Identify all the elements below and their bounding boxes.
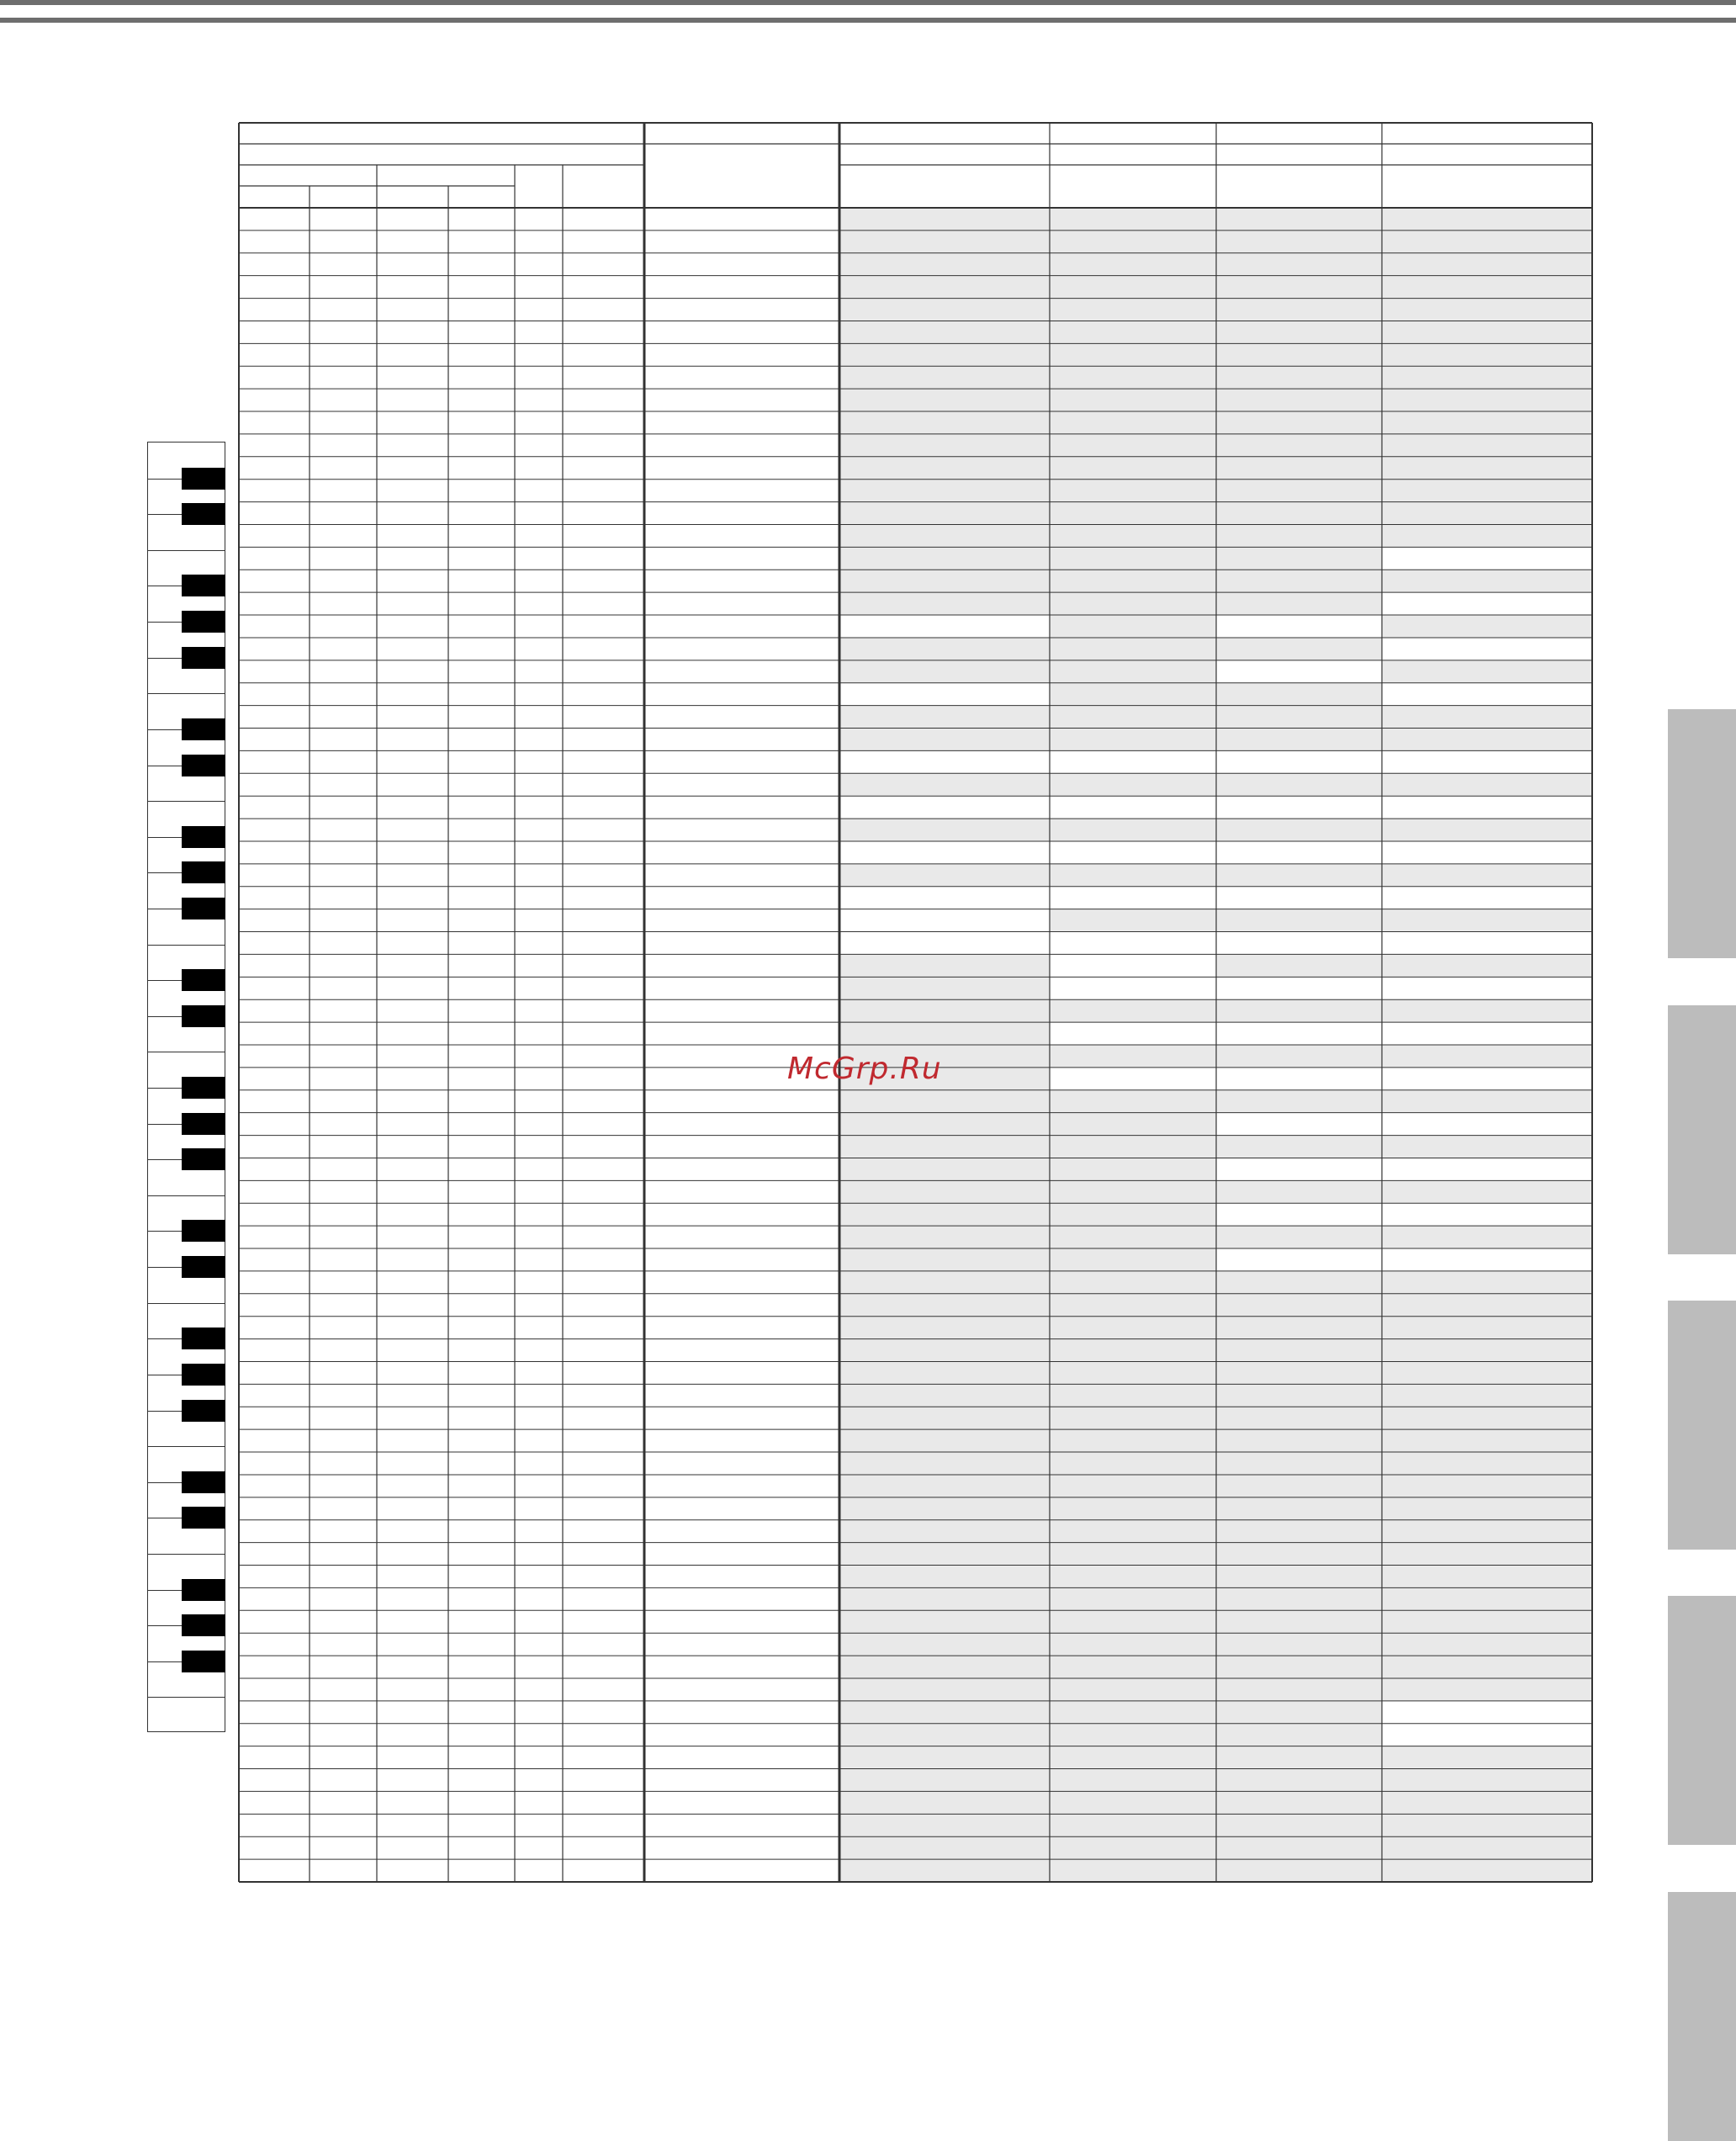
side-tab	[1668, 1301, 1736, 1550]
shaded-cell-block	[1050, 773, 1216, 796]
shaded-cell-block	[1382, 1226, 1592, 1248]
black-key	[182, 861, 225, 883]
shaded-cell-block	[1382, 660, 1592, 683]
black-key	[182, 1148, 225, 1170]
black-key	[182, 969, 225, 991]
shaded-cell-block	[1382, 999, 1592, 1022]
shaded-cell-block	[1216, 864, 1382, 887]
shaded-cell-block	[839, 773, 1050, 796]
shaded-cell-block	[839, 819, 1050, 841]
shaded-cell-block	[1050, 1090, 1216, 1882]
shaded-cell-block	[1216, 954, 1382, 977]
shaded-cell-block	[1216, 819, 1382, 841]
black-key	[182, 1328, 225, 1349]
side-tab	[1668, 709, 1736, 958]
black-key	[182, 468, 225, 490]
shaded-cell-block	[1382, 1090, 1592, 1113]
black-key	[182, 611, 225, 633]
shaded-cell-block	[1382, 570, 1592, 592]
white-key-edge	[148, 1697, 225, 1698]
shaded-cell-block	[1382, 773, 1592, 796]
shaded-cell-block	[1382, 819, 1592, 841]
white-key-edge	[148, 550, 225, 551]
white-key-edge	[148, 801, 225, 802]
shaded-cell-block	[1050, 909, 1216, 932]
white-key-edge	[148, 693, 225, 694]
shaded-cell-block	[1050, 864, 1216, 887]
shaded-cell-block	[1216, 638, 1382, 660]
shaded-cell-block	[1216, 1045, 1382, 1068]
black-key	[182, 1113, 225, 1135]
black-key	[182, 647, 225, 669]
shaded-cell-block	[1216, 1271, 1382, 1882]
shaded-cell-block	[1382, 1271, 1592, 1701]
side-tab	[1668, 1596, 1736, 1845]
side-tab	[1668, 1892, 1736, 2141]
shaded-cell-block	[1216, 773, 1382, 796]
black-key	[182, 575, 225, 596]
black-key	[182, 1077, 225, 1099]
shaded-cell-block	[1382, 615, 1592, 638]
shaded-cell-block	[1216, 1136, 1382, 1158]
side-tab	[1668, 1005, 1736, 1254]
black-key	[182, 826, 225, 848]
watermark: McGrp.Ru	[787, 1052, 942, 1086]
black-key	[182, 1005, 225, 1027]
black-key	[182, 503, 225, 525]
black-key	[182, 1651, 225, 1672]
shaded-cell-block	[1382, 1180, 1592, 1203]
shaded-cell-block	[1216, 999, 1382, 1022]
shaded-cell-block	[1216, 1226, 1382, 1248]
shaded-cell-block	[1382, 1045, 1592, 1068]
shaded-cell-block	[1382, 909, 1592, 932]
black-key	[182, 718, 225, 740]
shaded-cell-block	[1050, 1045, 1216, 1068]
shaded-cell-block	[1382, 954, 1592, 977]
shaded-cell-block	[1216, 1090, 1382, 1113]
black-key	[182, 898, 225, 919]
white-key-edge	[148, 1195, 225, 1196]
shaded-cell-block	[1216, 1180, 1382, 1203]
white-key-edge	[148, 1554, 225, 1555]
white-key-edge	[148, 1303, 225, 1304]
shaded-cell-block	[1216, 683, 1382, 751]
shaded-cell-block	[1050, 819, 1216, 841]
black-key	[182, 1400, 225, 1422]
black-key	[182, 1614, 225, 1636]
shaded-cell-block	[1050, 999, 1216, 1022]
shaded-cell-block	[1216, 909, 1382, 932]
black-key	[182, 1579, 225, 1601]
shaded-cell-block	[1382, 864, 1592, 887]
black-key	[182, 1364, 225, 1386]
shaded-cell-block	[1382, 1136, 1592, 1158]
black-key	[182, 755, 225, 776]
shaded-cell-block	[1382, 208, 1592, 547]
black-key	[182, 1507, 225, 1529]
shaded-cell-block	[839, 864, 1050, 887]
shaded-cell-block	[839, 954, 1050, 1882]
black-key	[182, 1256, 225, 1278]
piano-keyboard	[147, 442, 225, 1732]
white-key-edge	[148, 1446, 225, 1447]
white-key-edge	[148, 945, 225, 946]
black-key	[182, 1471, 225, 1493]
black-key	[182, 1220, 225, 1242]
